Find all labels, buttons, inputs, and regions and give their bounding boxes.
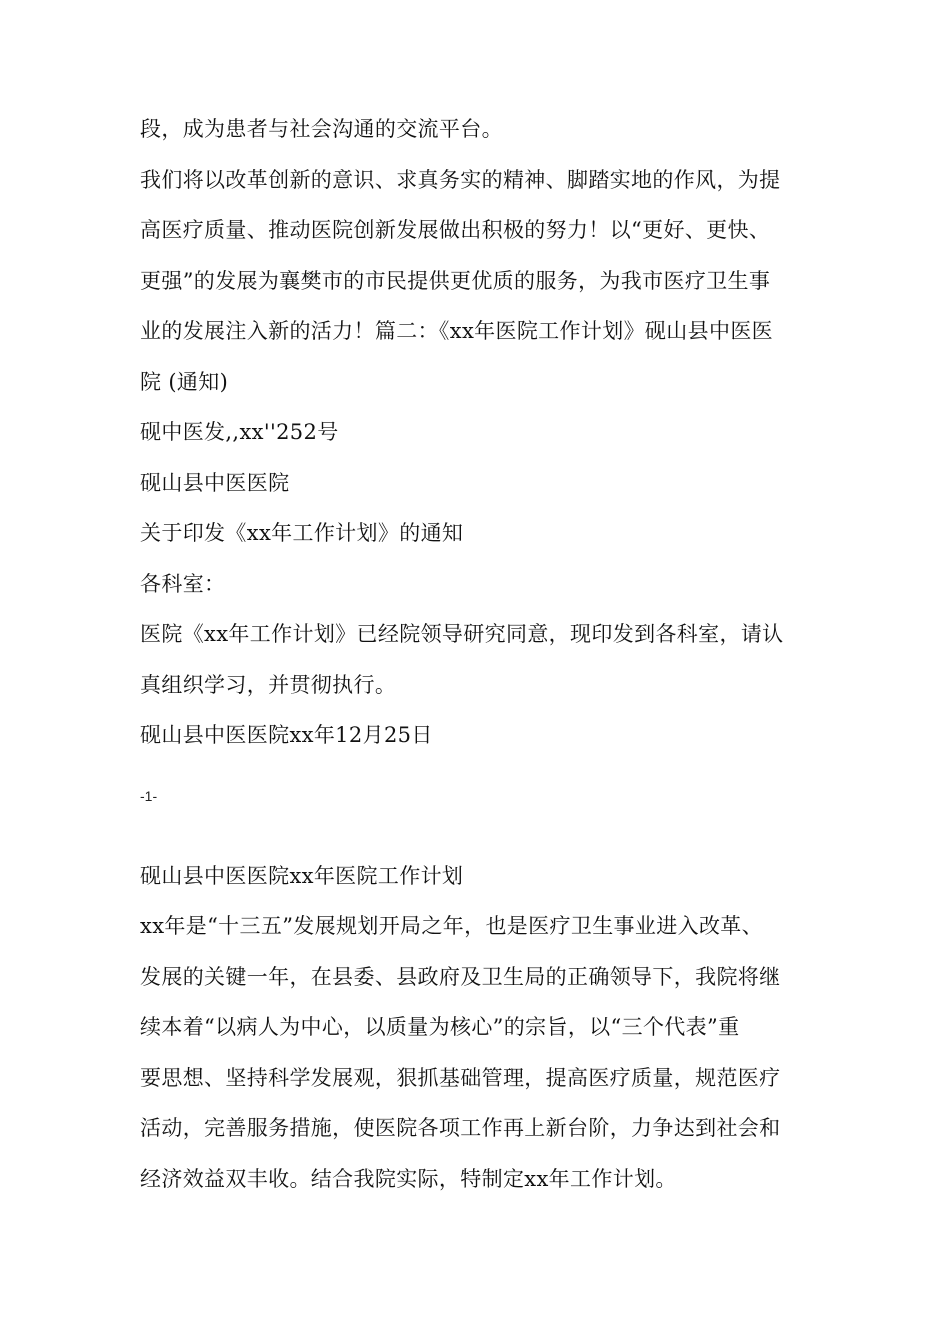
text-line: 活动，完善服务措施，使医院各项工作再上新台阶，力争达到社会和 xyxy=(140,1116,781,1140)
text-line: 发展的关键一年，在县委、县政府及卫生局的正确领导下，我院将继 xyxy=(140,964,781,989)
text-line: 更强”的发展为襄樊市的市民提供更优质的服务，为我市医疗卫生事 xyxy=(140,268,771,293)
notice-title: 关于印发《xx年工作计划》的通知 xyxy=(140,521,464,545)
text-line: 续本着“以病人为中心，以质量为核心”的宗旨，以“三个代表”重 xyxy=(140,1015,740,1039)
signature-date: 砚山县中医医院xx年12月25日 xyxy=(140,723,433,747)
section-gap xyxy=(140,831,820,851)
document-body xyxy=(140,104,820,1204)
plan-title: 砚山县中医医院xx年医院工作计划 xyxy=(140,863,464,888)
text-line: 要思想、坚持科学发展观，狠抓基础管理，提高医疗质量，规范医疗 xyxy=(140,1065,781,1090)
addressee: 各科室： xyxy=(140,571,226,596)
document-number: 砚中医发,,xx''252号 xyxy=(140,420,339,444)
text-line: 院 (通知) xyxy=(140,369,229,394)
text-line: 经济效益双丰收。结合我院实际，特制定xx年工作计划。 xyxy=(140,1166,677,1191)
issuer-name: 砚山县中医医院 xyxy=(140,470,290,495)
text-line: 真组织学习，并贯彻执行。 xyxy=(140,672,397,697)
text-line: xx年是“十三五”发展规划开局之年，也是医疗卫生事业进入改革、 xyxy=(140,914,764,938)
text-line: 我们将以改革创新的意识、求真务实的精神、脚踏实地的作风，为提 xyxy=(140,167,781,192)
text-line: 业的发展注入新的活力！篇二：《xx年医院工作计划》砚山县中医医 xyxy=(140,319,774,343)
page-number: -1- xyxy=(140,787,158,804)
text-line: 医院《xx年工作计划》已经院领导研究同意，现印发到各科室，请认 xyxy=(140,622,784,646)
text-line: 高医疗质量、推动医院创新发展做出积极的努力！以“更好、更快、 xyxy=(140,218,771,242)
text-line: 段，成为患者与社会沟通的交流平台。 xyxy=(140,117,503,141)
